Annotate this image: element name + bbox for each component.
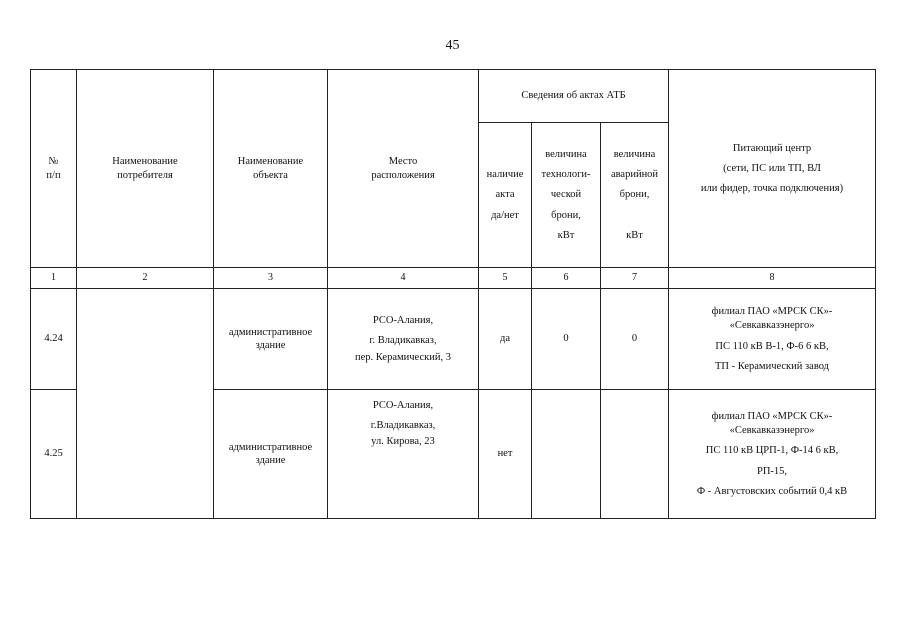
consumer-register-table xyxy=(30,69,876,519)
column-number: 1 xyxy=(31,268,77,289)
header-location: Место расположения xyxy=(328,70,479,268)
header-row xyxy=(31,70,876,123)
column-number: 6 xyxy=(532,268,601,289)
emergency-reserve-cell: 0 xyxy=(601,289,669,390)
location-cell: РСО-Алания, г.Владикавказ, ул. Кирова, 23 xyxy=(328,390,479,519)
column-number-row xyxy=(31,268,876,289)
column-number: 8 xyxy=(669,268,876,289)
header-emergency-reserve: величина аварийной брони, кВт xyxy=(601,123,669,268)
header-consumer: Наименование потребителя xyxy=(77,70,214,268)
header-supply-center: Питающий центр (сети, ПС или ТП, ВЛ или фидер, точка подключения) xyxy=(669,70,876,268)
column-number: 7 xyxy=(601,268,669,289)
column-number: 5 xyxy=(479,268,532,289)
location-cell: РСО-Алания, г. Владикавказ, пер. Керамический, 3 xyxy=(328,289,479,390)
object-cell: административное здание xyxy=(214,289,328,390)
row-num: 4.25 xyxy=(31,390,77,519)
column-number: 4 xyxy=(328,268,479,289)
header-num: № п/п xyxy=(31,70,77,268)
header-act-presence: наличие акта да/нет xyxy=(479,123,532,268)
header-tech-reserve: величина технологи- ческой брони, кВт xyxy=(532,123,601,268)
table-row xyxy=(31,289,876,390)
supply-center-cell: филиал ПАО «МРСК СК»- «Севкавказэнерго» ПС 110 кВ ЦРП-1, Ф-14 6 кВ, РП-15, Ф - Августовских событий 0,4 кВ xyxy=(669,390,876,519)
tech-reserve-cell xyxy=(532,390,601,519)
row-num: 4.24 xyxy=(31,289,77,390)
emergency-reserve-cell xyxy=(601,390,669,519)
header-object: Наименование объекта xyxy=(214,70,328,268)
page-number: 45 xyxy=(445,38,460,53)
consumer-cell xyxy=(77,289,214,519)
column-number: 2 xyxy=(77,268,214,289)
supply-center-cell: филиал ПАО «МРСК СК»- «Севкавказэнерго» ПС 110 кВ В-1, Ф-6 6 кВ, ТП - Керамический завод xyxy=(669,289,876,390)
header-atb-group: Сведения об актах АТБ xyxy=(479,70,669,123)
act-cell: нет xyxy=(479,390,532,519)
column-number: 3 xyxy=(214,268,328,289)
act-cell: да xyxy=(479,289,532,390)
object-cell: административное здание xyxy=(214,390,328,519)
tech-reserve-cell: 0 xyxy=(532,289,601,390)
